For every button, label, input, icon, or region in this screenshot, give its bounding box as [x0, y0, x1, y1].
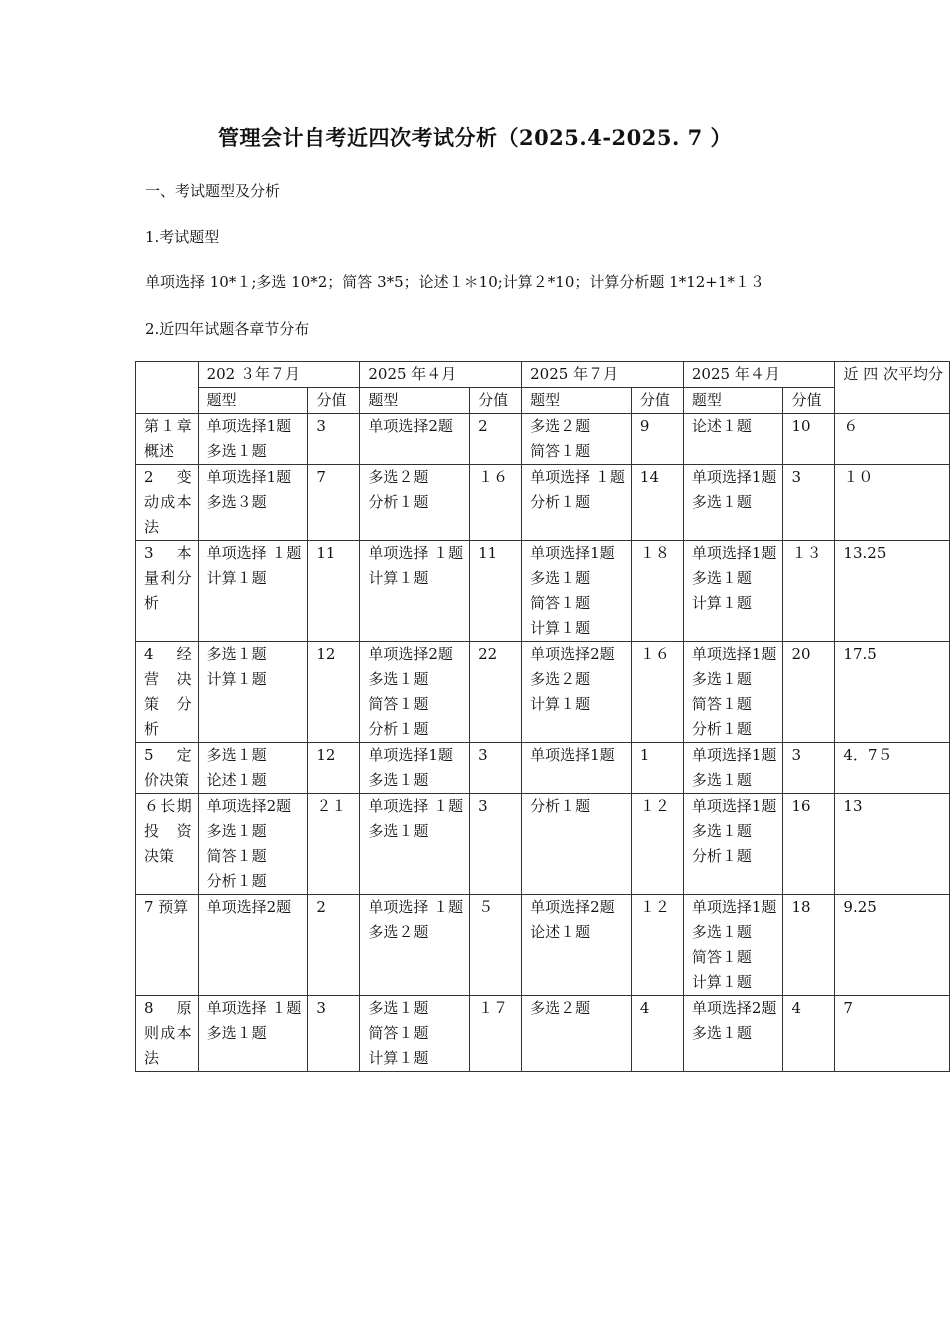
question-types-cell: [198, 465, 308, 541]
question-type-line: 论述１题: [530, 923, 591, 941]
question-type-line: 多选１题: [691, 1024, 752, 1042]
question-types-cell: [683, 541, 783, 642]
chapter-cell: 5 定 价决策: [136, 743, 199, 794]
corner-cell: [136, 362, 199, 414]
score-cell: 4: [783, 996, 835, 1072]
question-types-cell: [198, 743, 308, 794]
question-type-line: 计算１题: [691, 594, 752, 612]
chapter-cell: 7 预算: [136, 895, 199, 996]
question-types-cell: [522, 642, 632, 743]
question-type-line: 分析１题: [368, 493, 429, 511]
average-score-cell: 13.25: [835, 541, 950, 642]
question-type-line: 单项选择1题: [530, 544, 615, 562]
score-cell: 14: [631, 465, 683, 541]
score-cell: １２: [631, 794, 683, 895]
question-types-cell: [198, 414, 308, 465]
question-type-line: 多选１题: [206, 1024, 267, 1042]
chapter-cell: 8 原 则成本法: [136, 996, 199, 1072]
question-type-line: 多选１题: [691, 771, 752, 789]
question-types-cell: [360, 414, 470, 465]
question-type-line: 单项选择1题: [691, 544, 777, 562]
question-type-line: 多选１题: [691, 923, 752, 941]
question-type-line: 单项选择 １题: [530, 468, 625, 486]
score-cell: 2: [470, 414, 522, 465]
score-cell: 2: [308, 895, 360, 996]
question-types-cell: [683, 743, 783, 794]
question-type-line: 多选１题: [206, 645, 267, 663]
exam-header: 202 ３年７月: [198, 362, 360, 388]
section-heading: 一、考试题型及分析: [145, 182, 281, 200]
chapter-cell: 第１章概述: [136, 414, 199, 465]
question-type-line: 单项选择1题: [206, 417, 292, 435]
score-cell: １６: [631, 642, 683, 743]
table-row: [136, 794, 950, 895]
score-cell: 20: [783, 642, 835, 743]
question-type-line: 多选１题: [691, 493, 752, 511]
table-subheader-row: [136, 388, 950, 414]
question-type-line: 简答１题: [206, 847, 267, 865]
question-types-cell: [360, 642, 470, 743]
question-type-line: 分析１题: [368, 720, 429, 738]
question-types-cell: [360, 895, 470, 996]
question-type-line: 单项选择1题: [691, 746, 777, 764]
question-types-cell: [360, 541, 470, 642]
score-cell: 7: [308, 465, 360, 541]
table-row: [136, 414, 950, 465]
score-cell: 3: [783, 743, 835, 794]
question-type-line: 计算１题: [206, 670, 267, 688]
question-type-line: 简答１题: [368, 695, 429, 713]
question-type-line: 单项选择1题: [691, 468, 777, 486]
score-cell: ５: [470, 895, 522, 996]
question-type-line: 计算１题: [368, 1049, 429, 1067]
chapter-cell: ６长期投 资 决策: [136, 794, 199, 895]
question-type-line: 单项选择1题: [691, 645, 777, 663]
question-type-line: 多选２题: [530, 999, 591, 1017]
question-types-cell: [683, 794, 783, 895]
question-types-cell: [522, 541, 632, 642]
score-cell: 12: [308, 642, 360, 743]
question-type-line: 简答１题: [530, 594, 591, 612]
question-type-line: 分析１题: [206, 872, 267, 890]
score-cell: 22: [470, 642, 522, 743]
table-header-row: [136, 362, 950, 388]
score-cell: １６: [470, 465, 522, 541]
average-score-header: 近 四 次平均分: [835, 362, 950, 414]
question-types-cell: [198, 642, 308, 743]
question-type-line: 单项选择1题: [368, 746, 453, 764]
question-type-line: 多选１题: [206, 442, 267, 460]
question-type-line: 计算１题: [691, 973, 752, 991]
subsection-heading-chapter-distribution: 2.近四年试题各章节分布: [145, 320, 310, 338]
chapter-distribution-table: [135, 361, 950, 1072]
question-type-line: 多选１题: [368, 771, 429, 789]
score-cell: １７: [470, 996, 522, 1072]
average-score-cell: 4．7５: [835, 743, 950, 794]
table-row: [136, 743, 950, 794]
question-types-cell: [522, 794, 632, 895]
question-type-line: 单项选择2题: [368, 645, 453, 663]
question-type-line: 单项选择2题: [206, 898, 292, 916]
question-type-line: 多选１题: [206, 822, 267, 840]
question-type-line: 单项选择 １题: [368, 797, 464, 815]
question-type-line: 多选１题: [368, 999, 429, 1017]
question-types-cell: [360, 743, 470, 794]
chapter-cell: 4 经 营决 策 分析: [136, 642, 199, 743]
question-type-line: 多选１题: [368, 670, 429, 688]
question-type-line: 计算１题: [530, 695, 591, 713]
question-type-line: 简答１题: [368, 1024, 429, 1042]
exam-header: 2025 年７月: [522, 362, 684, 388]
average-score-cell: 13: [835, 794, 950, 895]
question-types-cell: [360, 794, 470, 895]
score-cell: １８: [631, 541, 683, 642]
score-cell: 11: [470, 541, 522, 642]
question-type-line: 计算１题: [530, 619, 591, 637]
question-type-line: 多选２题: [368, 923, 429, 941]
score-cell: １３: [783, 541, 835, 642]
question-type-line: 多选１题: [691, 670, 752, 688]
question-type-header: 题型: [198, 388, 308, 414]
question-type-line: 论述１题: [691, 417, 752, 435]
score-header: 分值: [308, 388, 360, 414]
score-cell: 3: [308, 414, 360, 465]
score-cell: １２: [631, 895, 683, 996]
question-type-line: 单项选择2题: [530, 898, 615, 916]
score-cell: 18: [783, 895, 835, 996]
question-types-cell: [522, 996, 632, 1072]
score-header: 分值: [783, 388, 835, 414]
table-row: [136, 541, 950, 642]
question-types-cell: [683, 895, 783, 996]
question-types-text: 单项选择 10*１;多选 10*2；简答 3*5；论述１＊10;计算２*10；计算分析题 1*12+1*１３: [145, 273, 765, 291]
question-type-line: 单项选择 １题: [206, 544, 302, 562]
question-type-line: 多选２题: [368, 468, 429, 486]
question-type-line: 计算１题: [206, 569, 267, 587]
question-type-line: 多选２题: [530, 670, 591, 688]
table-row: [136, 895, 950, 996]
question-type-line: 多选１题: [691, 569, 752, 587]
score-cell: 3: [783, 465, 835, 541]
average-score-cell: 9.25: [835, 895, 950, 996]
score-cell: 12: [308, 743, 360, 794]
table-row: [136, 996, 950, 1072]
question-type-line: 多选１题: [368, 822, 429, 840]
question-types-cell: [522, 414, 632, 465]
score-cell: 11: [308, 541, 360, 642]
table-row: [136, 465, 950, 541]
average-score-cell: １０: [835, 465, 950, 541]
question-types-cell: [360, 996, 470, 1072]
question-types-cell: [683, 465, 783, 541]
average-score-cell: 7: [835, 996, 950, 1072]
question-type-line: 单项选择1题: [530, 746, 615, 764]
question-type-line: 分析１题: [691, 847, 752, 865]
question-type-header: 题型: [683, 388, 783, 414]
score-cell: 3: [308, 996, 360, 1072]
question-type-line: 单项选择1题: [691, 797, 777, 815]
question-type-line: 简答１题: [530, 442, 591, 460]
question-type-line: 多选１题: [206, 746, 267, 764]
subsection-heading-question-types: 1.考试题型: [145, 228, 220, 246]
question-type-line: 论述１题: [206, 771, 267, 789]
question-type-line: 单项选择 １题: [368, 898, 464, 916]
question-type-line: 分析１题: [530, 797, 591, 815]
score-header: 分值: [631, 388, 683, 414]
question-types-cell: [683, 996, 783, 1072]
question-type-line: 简答１题: [691, 695, 752, 713]
question-types-cell: [522, 465, 632, 541]
chapter-cell: 2 变 动成本法: [136, 465, 199, 541]
score-cell: 10: [783, 414, 835, 465]
question-type-line: 单项选择2题: [206, 797, 292, 815]
question-type-line: 计算１题: [368, 569, 429, 587]
question-type-line: 多选２题: [530, 417, 591, 435]
exam-header: 2025 年４月: [360, 362, 522, 388]
question-type-line: 单项选择2题: [368, 417, 453, 435]
average-score-cell: ６: [835, 414, 950, 465]
score-cell: 16: [783, 794, 835, 895]
question-types-cell: [522, 895, 632, 996]
question-type-line: 单项选择 １题: [206, 999, 302, 1017]
question-type-line: 单项选择2题: [691, 999, 777, 1017]
question-types-cell: [198, 996, 308, 1072]
question-types-cell: [360, 465, 470, 541]
question-types-cell: [198, 895, 308, 996]
score-header: 分值: [470, 388, 522, 414]
document-title: 管理会计自考近四次考试分析（2025.4-2025. 7 ）: [217, 125, 733, 150]
question-type-line: 多选１题: [530, 569, 591, 587]
question-type-line: 单项选择1题: [206, 468, 292, 486]
question-type-header: 题型: [360, 388, 470, 414]
exam-header: 2025 年４月: [683, 362, 835, 388]
score-cell: 4: [631, 996, 683, 1072]
question-type-line: 多选１题: [691, 822, 752, 840]
question-type-line: 单项选择 １题: [368, 544, 464, 562]
score-cell: 3: [470, 743, 522, 794]
question-type-line: 分析１题: [530, 493, 591, 511]
score-cell: ２１: [308, 794, 360, 895]
question-type-line: 分析１题: [691, 720, 752, 738]
question-type-line: 简答１题: [691, 948, 752, 966]
question-types-cell: [198, 794, 308, 895]
question-types-cell: [683, 414, 783, 465]
table-row: [136, 642, 950, 743]
question-types-cell: [522, 743, 632, 794]
score-cell: 1: [631, 743, 683, 794]
question-types-cell: [683, 642, 783, 743]
question-type-line: 单项选择2题: [530, 645, 615, 663]
chapter-cell: 3 本 量利分析: [136, 541, 199, 642]
question-types-cell: [198, 541, 308, 642]
average-score-cell: 17.5: [835, 642, 950, 743]
question-type-header: 题型: [522, 388, 632, 414]
question-type-line: 单项选择1题: [691, 898, 777, 916]
question-type-line: 多选３题: [206, 493, 267, 511]
score-cell: 9: [631, 414, 683, 465]
score-cell: 3: [470, 794, 522, 895]
